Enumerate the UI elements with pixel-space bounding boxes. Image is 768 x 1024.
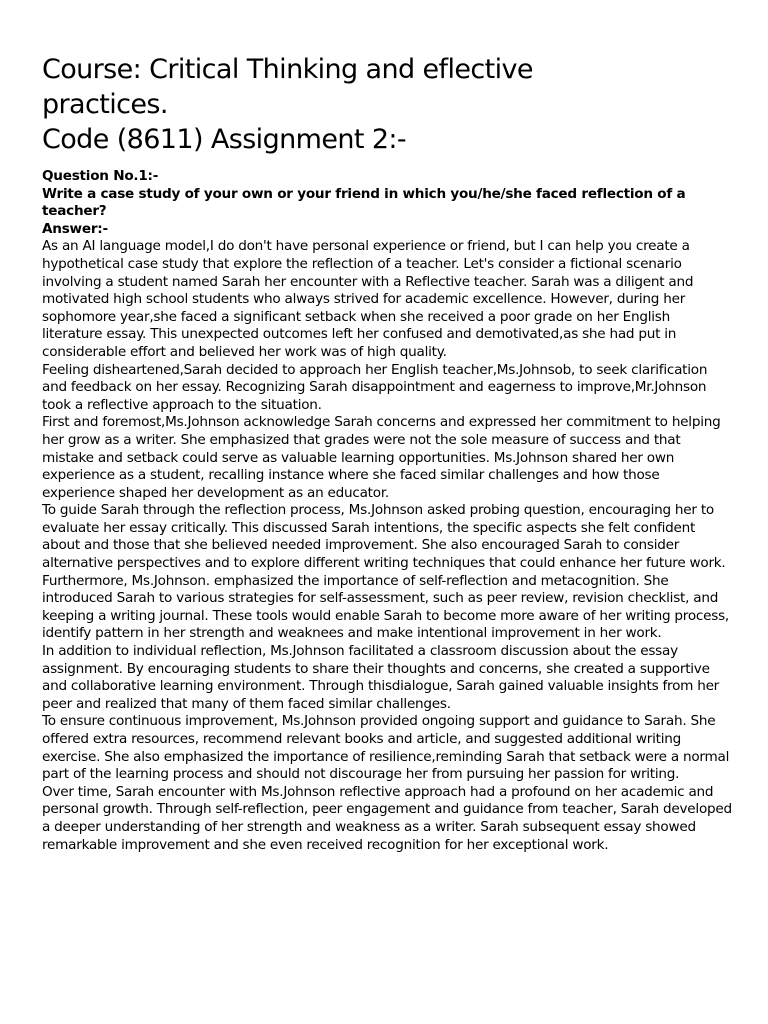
question-answer-block (42, 168, 732, 854)
answer-paragraph: Over time, Sarah encounter with Ms.Johnson reflective approach had a profound on her academic and personal growth. Through self-reflection, peer engagement and guidance from teacher, Sarah developed a deeper understanding of her strength and weakness as a writer. Sarah subsequent essay showed remarkable improvement and she even received recognition for her exceptional work. (42, 783, 732, 853)
answer-paragraph: First and foremost,Ms.Johnson acknowledge Sarah concerns and expressed her commitment to helping her grow as a writer. She emphasized that grades were not the sole measure of success and that mistake and setback could serve as valuable learning opportunities. Ms.Johnson shared her own experience as a student, recalling instance where she faced similar challenges and how those experience shaped her development as an educator. (42, 414, 721, 501)
answer-paragraph: To ensure continuous improvement, Ms.Johnson provided ongoing support and guidance to Sarah. She offered extra resources, recommend relevant books and article, and suggested additional writing exercise. She also emphasized the importance of resilience,reminding Sarah that setback were a normal part of the learning process and should not discourage her from pursuing her passion for writing. (42, 713, 730, 783)
answer-paragraph: To guide Sarah through the reflection process, Ms.Johnson asked probing question, encouraging her to evaluate her essay critically. This discussed Sarah intentions, the specific aspects she felt confident about and those that she believed needed improvement. She also encouraged Sarah to consider alternative perspectives and to explore different writing techniques that could enhance her future work. (42, 502, 726, 572)
title-line: Course: Critical Thinking and eflective (42, 54, 533, 85)
answer-paragraph: Feeling disheartened,Sarah decided to approach her English teacher,Ms.Johnsob, to seek clarification and feedback on her essay. Recognizing Sarah disappointment and eagerness to improve,Mr.Johnson took a reflective approach to the situation. (42, 361, 708, 413)
document-page (42, 52, 732, 854)
document-title (42, 52, 732, 157)
title-line: Code (8611) Assignment 2:- (42, 124, 407, 155)
answer-paragraph: Furthermore, Ms.Johnson. emphasized the importance of self-reflection and metacognition. She introduced Sarah to various strategies for self-assessment, such as peer review, revision checklist, and keeping a writing journal. These tools would enable Sarah to become more aware of her writing process, identify pattern in her strength and weaknees and make intentional improvement in her work. (42, 572, 729, 642)
title-line: practices. (42, 89, 168, 120)
answer-label: Answer:- (42, 220, 108, 237)
question-label: Question No.1:- (42, 168, 159, 184)
question-text: Write a case study of your own or your friend in which you/he/she faced reflection of a teacher? (42, 185, 686, 220)
answer-paragraph: In addition to individual reflection, Ms.Johnson facilitated a classroom discussion about the essay assignment. By encouraging students to share their thoughts and concerns, she created a supportive and collaborative learning environment. Through thisdialogue, Sarah gained valuable insights from her peer and realized that many of them faced similar challenges. (42, 643, 720, 712)
answer-paragraph: As an AI language model,I do don't have personal experience or friend, but I can help you create a hypothetical case study that explore the reflection of a teacher. Let's consider a fictional scenario involving a student named Sarah her encounter with a Reflective teacher. Sarah was a diligent and motivated high school students who always strived for academic excellence. However, during her sophomore year,she faced a significant setback when she received a poor grade on her English literature essay. This unexpected outcomes left her confused and demotivated,as she had put in considerable effort and believed her work was of high quality. (42, 238, 694, 360)
